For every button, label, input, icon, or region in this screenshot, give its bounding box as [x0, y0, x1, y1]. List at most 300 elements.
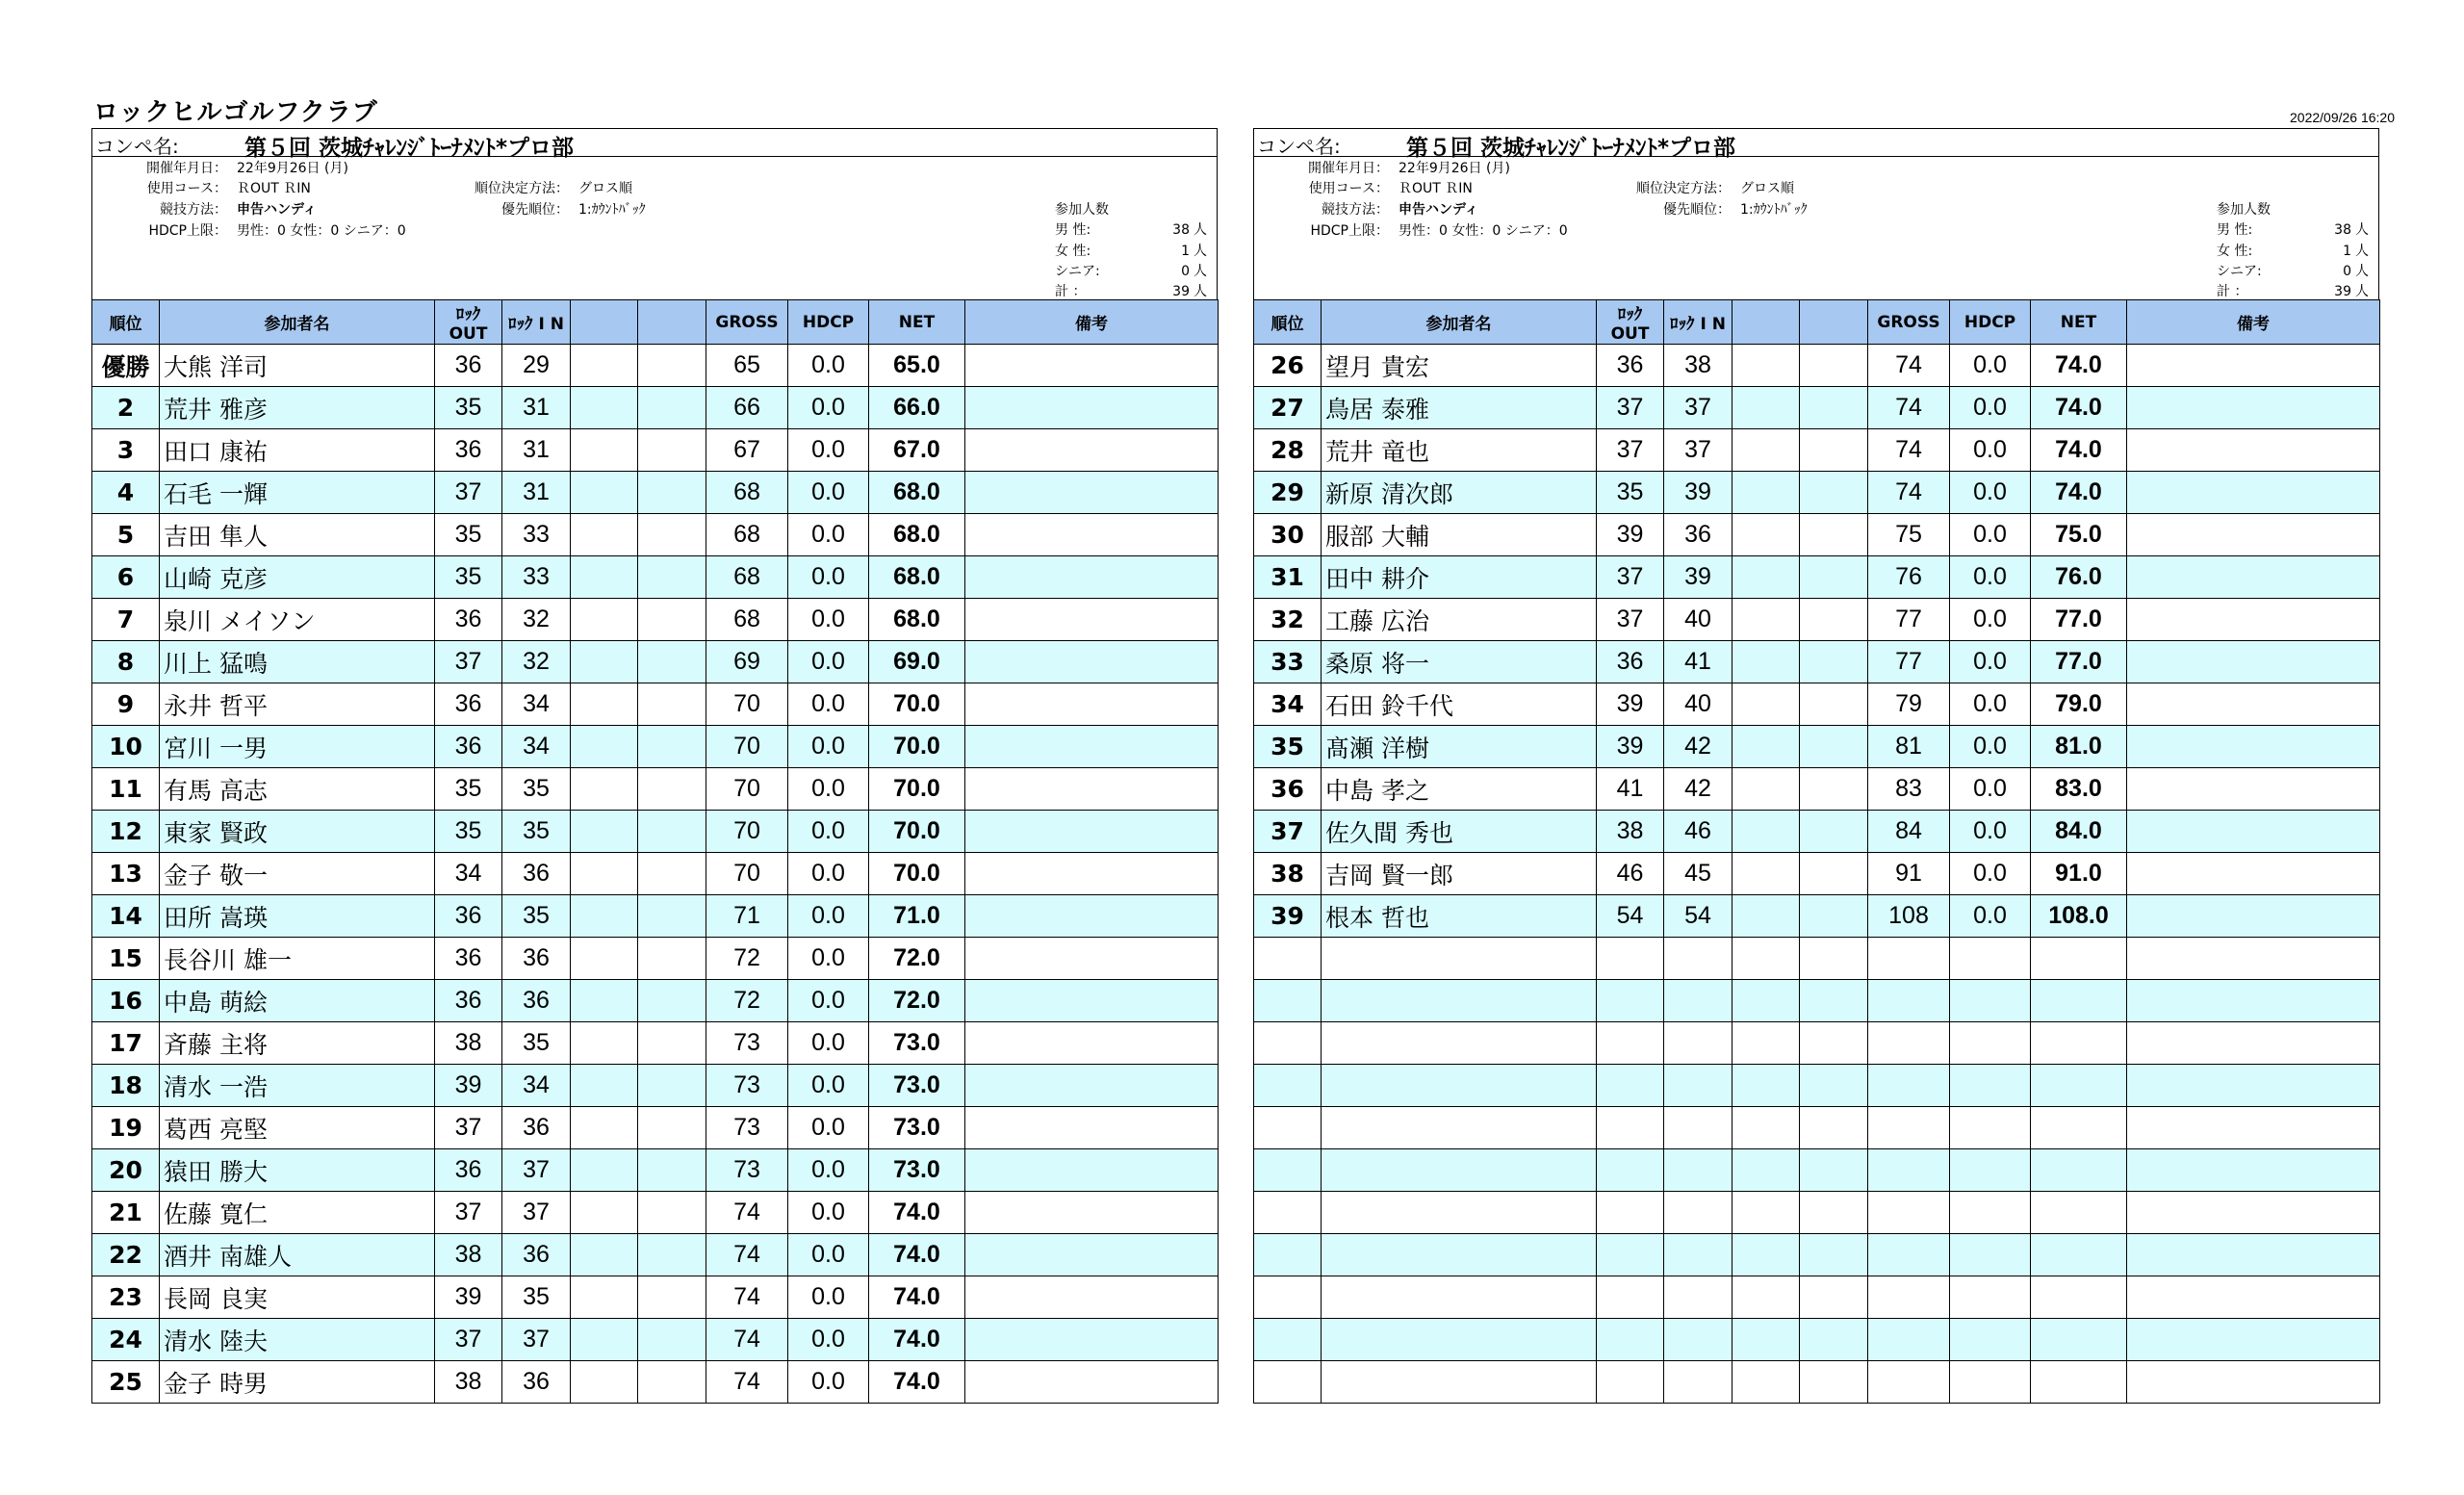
rank-cell: 12	[92, 811, 160, 853]
ranking-row: 順位決定方法： グロス順	[1636, 181, 1794, 196]
count-total: 計 ： 39 人	[2217, 284, 2369, 299]
in-score: 29	[502, 345, 571, 387]
player-name: 工藤 広治	[1322, 599, 1597, 641]
blank-cell	[1732, 641, 1800, 683]
table-row	[92, 683, 1219, 726]
net-score: 68.0	[869, 472, 965, 514]
table-row	[92, 768, 1219, 811]
blank-cell	[571, 683, 638, 726]
table-row	[1254, 895, 2380, 938]
rank-cell	[1254, 1149, 1322, 1192]
hdcp-value: 0.0	[788, 472, 869, 514]
out-score: 39	[1597, 683, 1664, 726]
remarks-cell	[2127, 387, 2380, 429]
remarks-cell	[965, 1361, 1219, 1404]
net-score: 70.0	[869, 768, 965, 811]
player-name: 清水 一浩	[160, 1065, 435, 1107]
out-score: 35	[1597, 472, 1664, 514]
count-male: 男 性: 38 人	[2217, 222, 2369, 238]
col-blank	[638, 300, 706, 345]
blank-cell	[638, 1065, 706, 1107]
hdcp-value	[1950, 1107, 2031, 1149]
gross-score: 68	[706, 599, 788, 641]
out-score: 36	[435, 980, 502, 1022]
net-score	[2031, 938, 2127, 980]
remarks-cell	[2127, 811, 2380, 853]
out-score	[1597, 980, 1664, 1022]
rank-cell: 2	[92, 387, 160, 429]
blank-cell	[1800, 345, 1868, 387]
blank-cell	[1800, 429, 1868, 472]
in-score: 34	[502, 726, 571, 768]
rank-cell: 9	[92, 683, 160, 726]
net-score: 77.0	[2031, 599, 2127, 641]
gross-score: 73	[706, 1149, 788, 1192]
remarks-cell	[965, 1276, 1219, 1319]
col-blank	[1800, 300, 1868, 345]
hdcp-value: 0.0	[1950, 556, 2031, 599]
remarks-cell	[965, 1234, 1219, 1276]
in-score: 41	[1664, 641, 1732, 683]
count-total: 計 ： 39 人	[1055, 284, 1207, 299]
blank-cell	[571, 1107, 638, 1149]
player-name: 清水 陸夫	[160, 1319, 435, 1361]
player-name: 根本 哲也	[1322, 895, 1597, 938]
blank-cell	[638, 599, 706, 641]
blank-cell	[571, 641, 638, 683]
blank-cell	[571, 811, 638, 853]
blank-cell	[1732, 1276, 1800, 1319]
gross-score	[1868, 1022, 1950, 1065]
hdcp-value: 0.0	[788, 429, 869, 472]
gross-score: 74	[706, 1361, 788, 1404]
player-name: 新原 清次郎	[1322, 472, 1597, 514]
hdcp-row: HDCP上限： 男性：0 女性：0 シニア：0	[148, 223, 406, 239]
rank-cell: 16	[92, 980, 160, 1022]
remarks-cell	[965, 429, 1219, 472]
results-panel-left	[91, 128, 1218, 1404]
rank-cell	[1254, 1319, 1322, 1361]
player-name: 永井 哲平	[160, 683, 435, 726]
gross-score: 75	[1868, 514, 1950, 556]
gross-score: 68	[706, 556, 788, 599]
rank-cell: 26	[1254, 345, 1322, 387]
player-name: 中島 萌絵	[160, 980, 435, 1022]
rank-cell: 38	[1254, 853, 1322, 895]
player-name: 田中 耕介	[1322, 556, 1597, 599]
course-row: 使用コース： ＲOUT ＲIN	[1308, 181, 1473, 196]
gross-score	[1868, 980, 1950, 1022]
net-score: 70.0	[869, 853, 965, 895]
out-score: 35	[435, 387, 502, 429]
rank-cell: 20	[92, 1149, 160, 1192]
blank-cell	[571, 514, 638, 556]
blank-cell	[1732, 514, 1800, 556]
gross-score	[1868, 1234, 1950, 1276]
table-row	[1254, 1192, 2380, 1234]
blank-cell	[1800, 1234, 1868, 1276]
in-score: 35	[502, 768, 571, 811]
hdcp-value: 0.0	[1950, 387, 2031, 429]
rank-cell: 24	[92, 1319, 160, 1361]
hdcp-value: 0.0	[788, 768, 869, 811]
hdcp-value: 0.0	[788, 641, 869, 683]
hdcp-value: 0.0	[788, 345, 869, 387]
in-score: 35	[502, 1022, 571, 1065]
print-date: 2022/09/26 16:20	[2290, 110, 2395, 125]
table-row	[92, 1319, 1219, 1361]
in-score: 36	[1664, 514, 1732, 556]
blank-cell	[571, 895, 638, 938]
out-score: 36	[1597, 345, 1664, 387]
net-score: 91.0	[2031, 853, 2127, 895]
competition-name: 第５回 茨城ﾁｬﾚﾝｼﾞﾄｰﾅﾒﾝﾄ*プロ部	[1406, 136, 1736, 161]
net-score: 76.0	[2031, 556, 2127, 599]
net-score: 70.0	[869, 683, 965, 726]
col-remarks: 備考	[2127, 300, 2380, 345]
hdcp-value	[1950, 1149, 2031, 1192]
hdcp-value: 0.0	[1950, 726, 2031, 768]
out-score: 36	[435, 938, 502, 980]
remarks-cell	[965, 514, 1219, 556]
net-score: 68.0	[869, 599, 965, 641]
player-name: 金子 敬一	[160, 853, 435, 895]
col-rank: 順位	[1254, 300, 1322, 345]
player-name: 葛西 亮堅	[160, 1107, 435, 1149]
blank-cell	[571, 1276, 638, 1319]
method-row: 競技方法： 申告ハンディ	[1322, 202, 1478, 218]
hdcp-value: 0.0	[788, 599, 869, 641]
blank-cell	[638, 641, 706, 683]
gross-score	[1868, 938, 1950, 980]
gross-score	[1868, 1361, 1950, 1404]
rank-cell: 22	[92, 1234, 160, 1276]
table-row	[92, 980, 1219, 1022]
blank-cell	[1732, 768, 1800, 811]
gross-score: 72	[706, 980, 788, 1022]
col-gross: GROSS	[1868, 300, 1950, 345]
hdcp-value: 0.0	[788, 1107, 869, 1149]
table-row	[92, 387, 1219, 429]
player-name: 酒井 南雄人	[160, 1234, 435, 1276]
net-score: 79.0	[2031, 683, 2127, 726]
blank-cell	[1800, 1276, 1868, 1319]
player-name	[1322, 1234, 1597, 1276]
blank-cell	[571, 726, 638, 768]
table-row	[1254, 938, 2380, 980]
gross-score: 68	[706, 514, 788, 556]
table-row	[92, 811, 1219, 853]
date-row: 開催年月日： 22年9月26日 (月)	[1308, 161, 1510, 176]
table-row	[92, 1192, 1219, 1234]
out-score: 37	[435, 1192, 502, 1234]
net-score	[2031, 1022, 2127, 1065]
table-row	[92, 1065, 1219, 1107]
in-score: 31	[502, 472, 571, 514]
remarks-cell	[965, 641, 1219, 683]
blank-cell	[1732, 1361, 1800, 1404]
remarks-cell	[965, 980, 1219, 1022]
blank-cell	[1800, 387, 1868, 429]
blank-cell	[1800, 599, 1868, 641]
blank-cell	[1732, 1234, 1800, 1276]
out-score: 36	[435, 1149, 502, 1192]
rank-cell: 7	[92, 599, 160, 641]
hdcp-value: 0.0	[1950, 683, 2031, 726]
out-score: 37	[1597, 429, 1664, 472]
priority-row: 優先順位： 1:ｶｳﾝﾄﾊﾞｯｸ	[1663, 202, 1808, 218]
net-score: 74.0	[2031, 345, 2127, 387]
blank-cell	[1732, 811, 1800, 853]
blank-cell	[1732, 556, 1800, 599]
hdcp-value: 0.0	[788, 1149, 869, 1192]
blank-cell	[571, 853, 638, 895]
gross-score: 72	[706, 938, 788, 980]
gross-score: 84	[1868, 811, 1950, 853]
player-name: 髙瀬 洋樹	[1322, 726, 1597, 768]
table-row	[92, 472, 1219, 514]
table-header	[1254, 300, 2380, 345]
remarks-cell	[965, 1192, 1219, 1234]
blank-cell	[1732, 980, 1800, 1022]
out-score: 37	[1597, 556, 1664, 599]
blank-cell	[638, 938, 706, 980]
player-name: 宮川 一男	[160, 726, 435, 768]
player-name	[1322, 1107, 1597, 1149]
gross-score: 70	[706, 768, 788, 811]
out-score: 37	[435, 1319, 502, 1361]
blank-cell	[638, 811, 706, 853]
rank-cell	[1254, 1234, 1322, 1276]
rank-cell: 35	[1254, 726, 1322, 768]
gross-score: 74	[706, 1276, 788, 1319]
participants-title: 参加人数	[1055, 202, 1109, 218]
table-row	[1254, 811, 2380, 853]
in-score: 39	[1664, 556, 1732, 599]
gross-score: 70	[706, 811, 788, 853]
table-row	[92, 429, 1219, 472]
remarks-cell	[965, 768, 1219, 811]
blank-cell	[638, 514, 706, 556]
blank-cell	[1732, 429, 1800, 472]
hdcp-value: 0.0	[788, 726, 869, 768]
out-score: 36	[1597, 641, 1664, 683]
player-name	[1322, 1065, 1597, 1107]
net-score	[2031, 1276, 2127, 1319]
in-score: 54	[1664, 895, 1732, 938]
blank-cell	[638, 1107, 706, 1149]
out-score: 34	[435, 853, 502, 895]
table-row	[92, 641, 1219, 683]
player-name	[1322, 1276, 1597, 1319]
blank-cell	[638, 726, 706, 768]
rank-cell	[1254, 1022, 1322, 1065]
blank-cell	[638, 556, 706, 599]
course-row: 使用コース： ＲOUT ＲIN	[146, 181, 311, 196]
net-score: 74.0	[2031, 387, 2127, 429]
hdcp-value: 0.0	[788, 1022, 869, 1065]
blank-cell	[1800, 1192, 1868, 1234]
remarks-cell	[2127, 768, 2380, 811]
rank-cell: 3	[92, 429, 160, 472]
net-score: 84.0	[2031, 811, 2127, 853]
player-name: 田口 康祐	[160, 429, 435, 472]
hdcp-value: 0.0	[788, 1361, 869, 1404]
hdcp-value: 0.0	[788, 895, 869, 938]
competition-info	[1253, 128, 2379, 299]
player-name	[1322, 1319, 1597, 1361]
net-score: 74.0	[869, 1192, 965, 1234]
player-name: 荒井 雅彦	[160, 387, 435, 429]
player-name: 川上 猛鳴	[160, 641, 435, 683]
blank-cell	[1732, 1149, 1800, 1192]
table-row	[1254, 641, 2380, 683]
method-row: 競技方法： 申告ハンディ	[160, 202, 317, 218]
blank-cell	[1732, 345, 1800, 387]
gross-score: 70	[706, 683, 788, 726]
blank-cell	[1732, 472, 1800, 514]
out-score	[1597, 1276, 1664, 1319]
in-score	[1664, 980, 1732, 1022]
blank-cell	[638, 1022, 706, 1065]
hdcp-value	[1950, 938, 2031, 980]
net-score: 70.0	[869, 811, 965, 853]
results-table	[1253, 299, 2380, 1404]
hdcp-value: 0.0	[788, 1319, 869, 1361]
out-score: 35	[435, 514, 502, 556]
rank-cell: 14	[92, 895, 160, 938]
table-row	[92, 1149, 1219, 1192]
remarks-cell	[2127, 641, 2380, 683]
player-name: 山崎 克彦	[160, 556, 435, 599]
table-row	[1254, 980, 2380, 1022]
divider	[92, 156, 1217, 157]
out-score: 39	[435, 1065, 502, 1107]
in-score: 35	[502, 1276, 571, 1319]
gross-score: 66	[706, 387, 788, 429]
out-score	[1597, 1192, 1664, 1234]
out-score	[1597, 1361, 1664, 1404]
remarks-cell	[2127, 1276, 2380, 1319]
gross-score: 74	[1868, 387, 1950, 429]
in-score: 46	[1664, 811, 1732, 853]
gross-score	[1868, 1192, 1950, 1234]
table-row	[1254, 726, 2380, 768]
table-row	[1254, 853, 2380, 895]
col-blank	[1732, 300, 1800, 345]
in-score: 35	[502, 895, 571, 938]
hdcp-value: 0.0	[788, 811, 869, 853]
in-score	[1664, 1361, 1732, 1404]
net-score	[2031, 1149, 2127, 1192]
player-name	[1322, 938, 1597, 980]
table-row	[92, 853, 1219, 895]
col-net: NET	[869, 300, 965, 345]
hdcp-value: 0.0	[788, 938, 869, 980]
ranking-row: 順位決定方法： グロス順	[475, 181, 632, 196]
col-hdcp: HDCP	[788, 300, 869, 345]
gross-score: 68	[706, 472, 788, 514]
out-score: 35	[435, 811, 502, 853]
blank-cell	[1800, 514, 1868, 556]
remarks-cell	[2127, 853, 2380, 895]
table-row	[92, 726, 1219, 768]
in-score: 32	[502, 599, 571, 641]
blank-cell	[638, 387, 706, 429]
rank-cell: 36	[1254, 768, 1322, 811]
col-in: ﾛｯｸ I N	[1664, 300, 1732, 345]
out-score: 41	[1597, 768, 1664, 811]
gross-score: 70	[706, 726, 788, 768]
gross-score	[1868, 1149, 1950, 1192]
remarks-cell	[965, 345, 1219, 387]
table-row	[1254, 1022, 2380, 1065]
table-row	[92, 938, 1219, 980]
hdcp-value: 0.0	[788, 387, 869, 429]
rank-cell: 19	[92, 1107, 160, 1149]
blank-cell	[1800, 768, 1868, 811]
blank-cell	[571, 345, 638, 387]
blank-cell	[1732, 599, 1800, 641]
remarks-cell	[965, 387, 1219, 429]
remarks-cell	[965, 853, 1219, 895]
blank-cell	[1800, 641, 1868, 683]
out-score: 37	[435, 641, 502, 683]
out-score: 38	[435, 1022, 502, 1065]
rank-cell: 18	[92, 1065, 160, 1107]
rank-cell: 28	[1254, 429, 1322, 472]
rank-cell: 17	[92, 1022, 160, 1065]
table-row	[92, 1276, 1219, 1319]
table-row	[92, 1361, 1219, 1404]
blank-cell	[1732, 1192, 1800, 1234]
out-score: 36	[435, 895, 502, 938]
rank-cell: 34	[1254, 683, 1322, 726]
remarks-cell	[965, 472, 1219, 514]
player-name	[1322, 980, 1597, 1022]
remarks-cell	[965, 1319, 1219, 1361]
remarks-cell	[965, 599, 1219, 641]
remarks-cell	[965, 556, 1219, 599]
net-score: 67.0	[869, 429, 965, 472]
player-name: 桑原 将一	[1322, 641, 1597, 683]
player-name: 荒井 竜也	[1322, 429, 1597, 472]
table-row	[1254, 1276, 2380, 1319]
rank-cell: 23	[92, 1276, 160, 1319]
remarks-cell	[965, 683, 1219, 726]
blank-cell	[1800, 556, 1868, 599]
in-score	[1664, 1234, 1732, 1276]
rank-cell: 25	[92, 1361, 160, 1404]
player-name: 中島 孝之	[1322, 768, 1597, 811]
remarks-cell	[2127, 1022, 2380, 1065]
rank-cell: 10	[92, 726, 160, 768]
gross-score	[1868, 1319, 1950, 1361]
gross-score: 91	[1868, 853, 1950, 895]
remarks-cell	[965, 1107, 1219, 1149]
gross-score: 76	[1868, 556, 1950, 599]
hdcp-value	[1950, 1192, 2031, 1234]
results-panel-right	[1253, 128, 2379, 1404]
rank-cell: 15	[92, 938, 160, 980]
table-row	[92, 345, 1219, 387]
blank-cell	[571, 1234, 638, 1276]
in-score	[1664, 1065, 1732, 1107]
net-score: 68.0	[869, 514, 965, 556]
table-row	[1254, 1319, 2380, 1361]
blank-cell	[1732, 726, 1800, 768]
table-row	[1254, 514, 2380, 556]
